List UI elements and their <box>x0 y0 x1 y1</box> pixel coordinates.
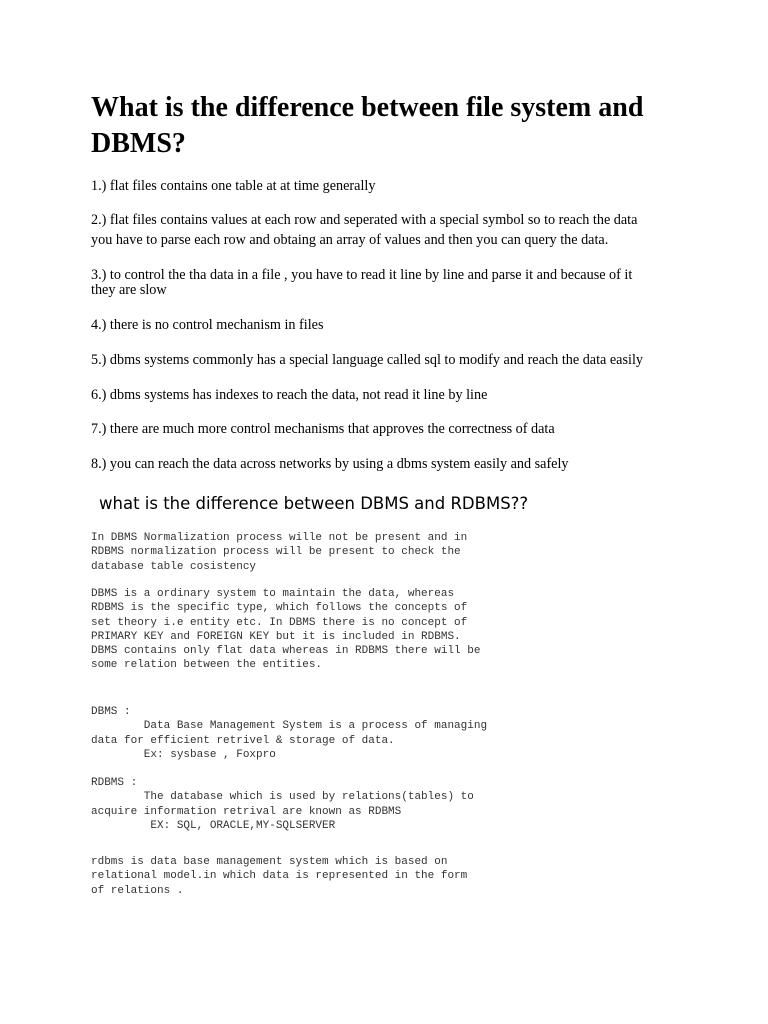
code-block-normalization: In DBMS Normalization process wille not be present and in RDBMS normalization process will be present to check the database table cosistency <box>91 532 468 573</box>
point-7: 7.) there are much more control mechanisms that approves the correctness of data <box>91 421 555 437</box>
point-1: 1.) flat files contains one table at at time generally <box>91 178 376 194</box>
point-3-line-2: they are slow <box>91 282 167 298</box>
point-2-line-2: you have to parse each row and obtaing an array of values and then you can query the data. <box>91 232 609 248</box>
code-block-dbms-definition: DBMS : Data Base Management System is a process of managing data for efficient retrivel & storage of data. Ex: sysbase , Foxpro <box>91 706 488 761</box>
point-6: 6.) dbms systems has indexes to reach the data, not read it line by line <box>91 387 488 403</box>
heading-file-system-vs-dbms: What is the difference between file system and DBMS? <box>91 92 644 159</box>
point-3-line-1: 3.) to control the tha data in a file , you have to read it line by line and parse it and because of it <box>91 267 633 283</box>
point-5: 5.) dbms systems commonly has a special language called sql to modify and reach the data easily <box>91 352 643 368</box>
point-2-line-1: 2.) flat files contains values at each row and seperated with a special symbol so to reach the data <box>91 212 638 228</box>
code-block-rdbms-definition: RDBMS : The database which is used by relations(tables) to acquire information retrival are known as RDBMS EX: SQL, ORACLE,MY-SQLSERVER <box>91 777 474 832</box>
heading-dbms-vs-rdbms: what is the difference between DBMS and RDBMS?? <box>99 494 529 513</box>
point-8: 8.) you can reach the data across networks by using a dbms system easily and safely <box>91 456 569 472</box>
code-block-relational-model: rdbms is data base management system which is based on relational model.in which data is represented in the form of relations . <box>91 856 468 897</box>
point-4: 4.) there is no control mechanism in files <box>91 317 324 333</box>
code-block-ordinary-system: DBMS is a ordinary system to maintain the data, whereas RDBMS is the specific type, which follows the concepts of set theory i.e entity etc. In DBMS there is no concept of PRIMARY KEY and FOREIGN KEY but it is included in RDBMS. DBMS contains only flat data whereas in RDBMS there will be some relation between the entities. <box>91 588 481 672</box>
